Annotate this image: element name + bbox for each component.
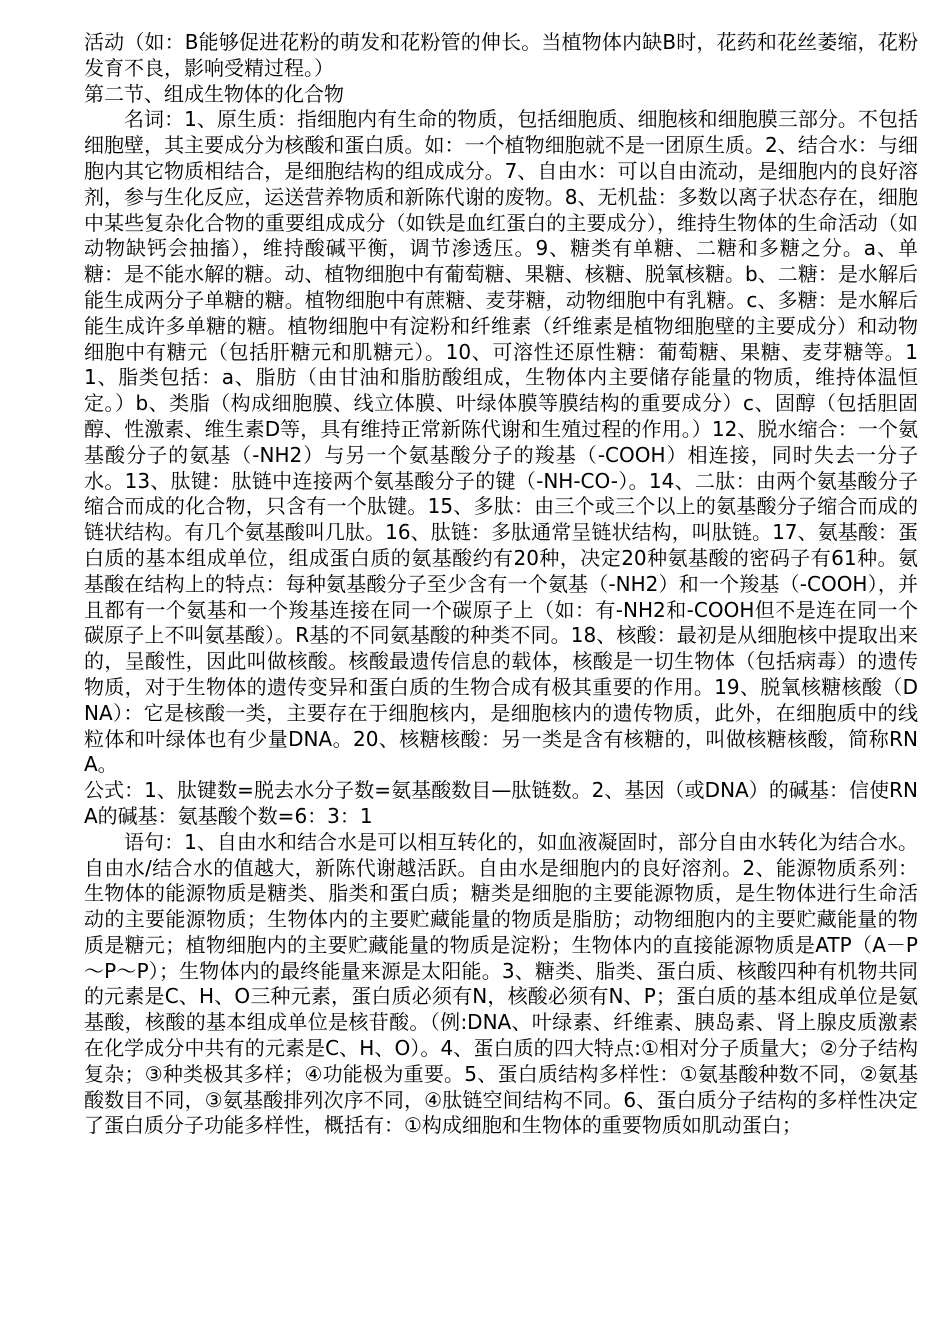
paragraph-terms: 名词：1、原生质：指细胞内有生命的物质，包括细胞质、细胞核和细胞膜三部分。不包括细胞壁，其主要成分为核酸和蛋白质。如：一个植物细胞就不是一团原生质。2、结合水：与细胞内其它物质相结合，是细胞结构的组成成分。7、自由水：可以自由流动，是细胞内的良好溶剂，参与生化反应，运送营养物质和新陈代谢的废物。8、无机盐：多数以离子状态存在，细胞中某些复杂化合物的重要组成成分（如铁是血红蛋白的主要成分），维持生物体的生命活动（如动物缺钙会抽搐），维持酸碱平衡，调节渗透压。9、糖类有单糖、二糖和多糖之分。a、单糖：是不能水解的糖。动、植物细胞中有葡萄糖、果糖、核糖、脱氧核糖。b、二糖：是水解后能生成两分子单糖的糖。植物细胞中有蔗糖、麦芽糖，动物细胞中有乳糖。c、多糖：是水解后能生成许多单糖的糖。植物细胞中有淀粉和纤维素（纤维素是植物细胞壁的主要成分）和动物细胞中有糖元（包括肝糖元和肌糖元）。10、可溶性还原性糖：葡萄糖、果糖、麦芽糖等。11、脂类包括：a、脂肪（由甘油和脂肪酸组成，生物体内主要储存能量的物质，维持体温恒定。）b、类脂（构成细胞膜、线立体膜、叶绿体膜等膜结构的重要成分）c、固醇（包括胆固醇、性激素、维生素D等，具有维持正常新陈代谢和生殖过程的作用。）12、脱水缩合：一个氨基酸分子的氨基（-NH2）与另一个氨基酸分子的羧基（-COOH）相连接，同时失去一分子水。13、肽键：肽链中连接两个氨基酸分子的键（-NH-CO-）。14、二肽：由两个氨基酸分子缩合而成的化合物，只含有一个肽键。15、多肽：由三个或三个以上的氨基酸分子缩合而成的链状结构。有几个氨基酸叫几肽。16、肽链：多肽通常呈链状结构，叫肽链。17、氨基酸：蛋白质的基本组成单位，组成蛋白质的氨基酸约有20种，决定20种氨基酸的密码子有61种。氨基酸在结构上的特点：每种氨基酸分子至少含有一个氨基（-NH2）和一个羧基（-COOH），并且都有一个氨基和一个羧基连接在同一个碳原子上（如：有-NH2和-COOH但不是连在同一个碳原子上不叫氨基酸）。R基的不同氨基酸的种类不同。18、核酸：最初是从细胞核中提取出来的，呈酸性，因此叫做核酸。核酸最遗传信息的载体，核酸是一切生物体（包括病毒）的遗传物质，对于生物体的遗传变异和蛋白质的生物合成有极其重要的作用。19、脱氧核糖核酸（DNA）：它是核酸一类，主要存在于细胞核内，是细胞核内的遗传物质，此外，在细胞质中的线粒体和叶绿体也有少量DNA。20、核糖核酸：另一类是含有核糖的，叫做核糖核酸，简称RNA。 (84, 107, 918, 777)
paragraph-formulas: 公式：1、肽键数=脱去水分子数=氨基酸数目—肽链数。2、基因（或DNA）的碱基：信使RNA的碱基：氨基酸个数=6：3：1 (84, 778, 918, 828)
paragraph-statements: 语句：1、自由水和结合水是可以相互转化的，如血液凝固时，部分自由水转化为结合水。自由水/结合水的值越大，新陈代谢越活跃。自由水是细胞内的良好溶剂。2、能源物质系列：生物体的能源物质是糖类、脂类和蛋白质；糖类是细胞的主要能源物质，是生物体进行生命活动的主要能源物质；生物体内的主要贮藏能量的物质是脂肪；动物细胞内的主要贮藏能量的物质是糖元；植物细胞内的主要贮藏能量的物质是淀粉；生物体内的直接能源物质是ATP（A－P～P～P）；生物体内的最终能量来源是太阳能。3、糖类、脂类、蛋白质、核酸四种有机物共同的元素是C、H、O三种元素，蛋白质必须有N，核酸必须有N、P；蛋白质的基本组成单位是氨基酸，核酸的基本组成单位是核苷酸。（例:DNA、叶绿素、纤维素、胰岛素、肾上腺皮质激素在化学成分中共有的元素是C、H、O）。4、蛋白质的四大特点:①相对分子质量大；②分子结构复杂；③种类极其多样；④功能极为重要。5、蛋白质结构多样性：①氨基酸种数不同，②氨基酸数目不同，③氨基酸排列次序不同，④肽链空间结构不同。6、蛋白质分子结构的多样性决定了蛋白质分子功能多样性，概括有：①构成细胞和生物体的重要物质如肌动蛋白； (84, 829, 918, 1138)
paragraph-continuation: 活动（如：B能够促进花粉的萌发和花粉管的伸长。当植物体内缺B时，花药和花丝萎缩，花粉发育不良，影响受精过程。） (84, 30, 918, 80)
section-heading: 第二节、组成生物体的化合物 (84, 81, 344, 106)
